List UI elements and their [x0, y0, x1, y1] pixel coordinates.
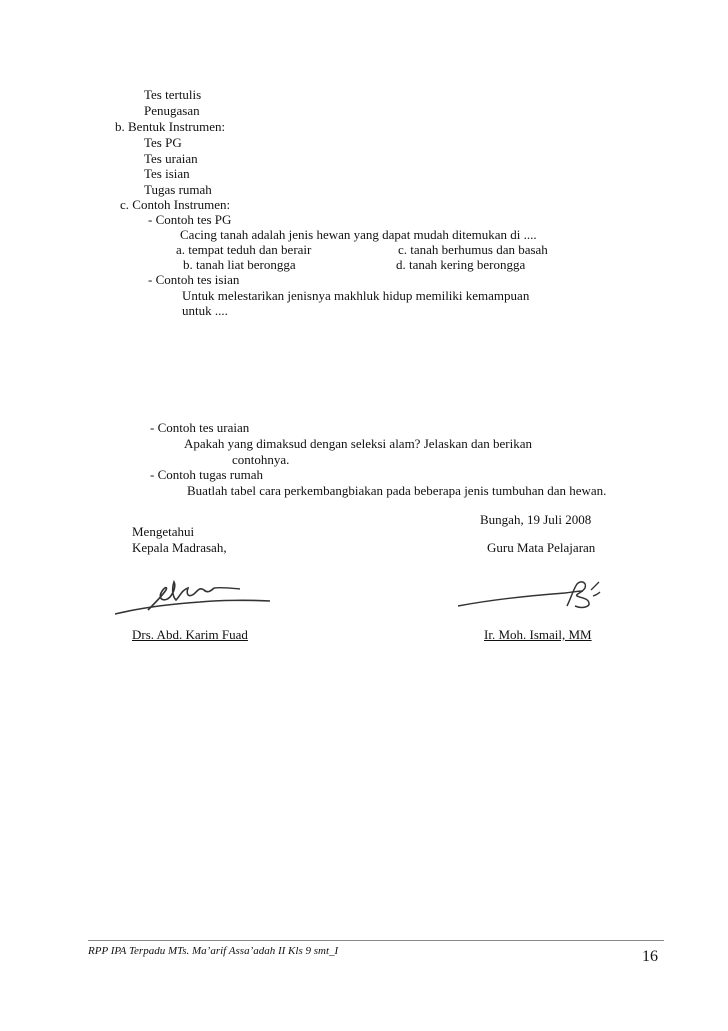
teknik-item: Penugasan — [144, 103, 200, 118]
tugas-label: - Contoh tugas rumah — [150, 467, 264, 482]
isian-line: untuk .... — [182, 303, 228, 318]
right-signature — [455, 576, 605, 614]
pg-option-b: b. tanah liat berongga — [183, 257, 296, 272]
right-name: Ir. Moh. Ismail, MM — [484, 627, 592, 642]
isian-label: - Contoh tes isian — [148, 272, 240, 287]
left-name: Drs. Abd. Karim Fuad — [132, 627, 248, 642]
right-header: Guru Mata Pelajaran — [487, 540, 596, 555]
page-number: 16 — [642, 948, 658, 965]
pg-option-c: c. tanah berhumus dan basah — [398, 242, 548, 257]
left-header-2: Kepala Madrasah, — [132, 540, 227, 555]
pg-option-d: d. tanah kering berongga — [396, 257, 526, 272]
pg-question: Cacing tanah adalah jenis hewan yang dapat mudah ditemukan di .... — [180, 227, 537, 242]
bentuk-heading: b. Bentuk Instrumen: — [115, 119, 226, 134]
bentuk-item: Tes PG — [144, 135, 182, 150]
tugas-line: Buatlah tabel cara perkembangbiakan pada beberapa jenis tumbuhan dan hewan. — [187, 483, 607, 498]
pg-label: - Contoh tes PG — [148, 212, 232, 227]
isian-line: Untuk melestarikan jenisnya makhluk hidup memiliki kemampuan — [182, 288, 530, 303]
footer-rule — [88, 940, 664, 941]
bentuk-item: Tes isian — [144, 166, 190, 181]
teknik-item: Tes tertulis — [144, 87, 202, 102]
uraian-line: Apakah yang dimaksud dengan seleksi alam? Jelaskan dan berikan — [184, 436, 532, 451]
bentuk-item: Tugas rumah — [144, 182, 212, 197]
contoh-heading: c. Contoh Instrumen: — [120, 197, 231, 212]
footer-text: RPP IPA Terpadu MTs. Ma’arif Assa’adah II Kls 9 smt_I — [88, 945, 339, 957]
uraian-line: contohnya. — [232, 452, 290, 467]
bentuk-item: Tes uraian — [144, 151, 198, 166]
uraian-label: - Contoh tes uraian — [150, 420, 250, 435]
left-header-1: Mengetahui — [132, 524, 195, 539]
pg-option-a: a. tempat teduh dan berair — [176, 242, 312, 257]
left-signature — [110, 578, 275, 620]
place-date: Bungah, 19 Juli 2008 — [480, 512, 592, 527]
